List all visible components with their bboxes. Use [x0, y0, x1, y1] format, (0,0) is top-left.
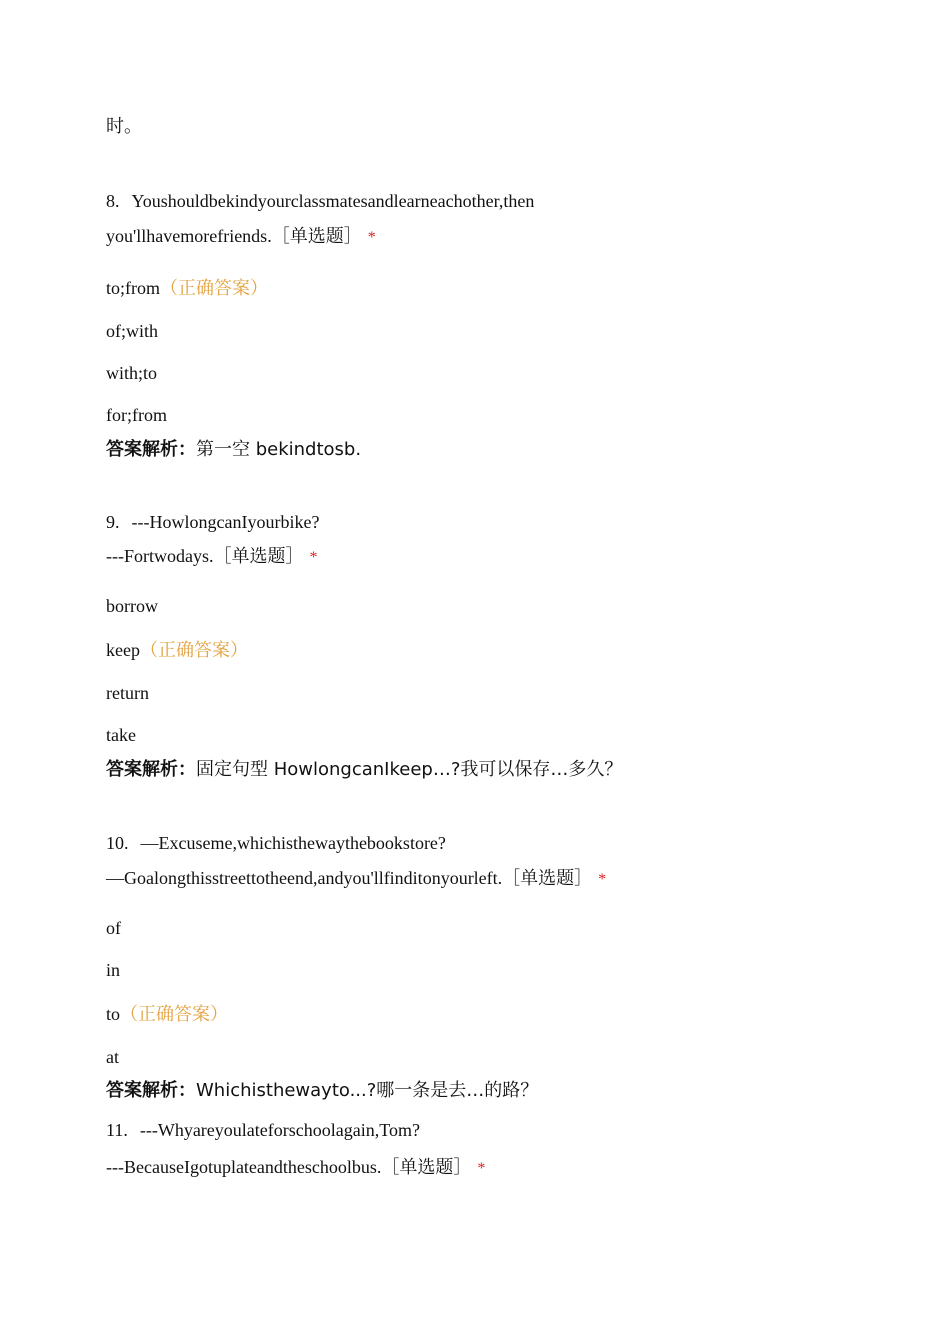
option-keep[interactable] — [106, 638, 248, 663]
question-8-number: 8. — [106, 191, 120, 211]
question-10-number: 10. — [106, 833, 129, 853]
option-of[interactable]: of — [106, 918, 121, 938]
option-in[interactable]: in — [106, 960, 121, 980]
question-8-explanation — [106, 437, 361, 462]
required-mark: * — [598, 871, 607, 888]
explanation-label: 答案解析： — [106, 1080, 196, 1101]
explanation-text: 第一空 bekindtosb. — [196, 439, 362, 460]
question-10-text-1: —Excuseme,whichisthewaythebookstore? — [140, 833, 446, 853]
question-9-stem-line-2 — [106, 544, 317, 570]
question-11-text-1: ---Whyareyoulateforschoolagain,Tom? — [139, 1120, 420, 1140]
explanation-label: 答案解析： — [106, 759, 196, 780]
question-10-stem-line-2 — [106, 866, 606, 892]
option-return[interactable]: return — [106, 683, 149, 703]
option-label: keep — [106, 640, 140, 660]
intro-tail: 时。 — [106, 116, 142, 137]
question-9-explanation — [106, 757, 622, 782]
required-mark: * — [309, 549, 318, 566]
option-label: to;from — [106, 278, 160, 298]
question-9-stem-line-1 — [106, 510, 319, 534]
correct-answer-mark: （正确答案） — [120, 1004, 229, 1025]
question-8-stem-line-2 — [106, 224, 376, 250]
option-of-with[interactable]: of;with — [106, 321, 158, 341]
question-8-text-2: you'llhavemorefriends. — [106, 226, 272, 246]
required-mark: * — [477, 1160, 486, 1177]
question-11-text-2: ---BecauseIgotuplateandtheschoolbus. — [106, 1157, 382, 1177]
question-11-stem-line-2 — [106, 1155, 485, 1181]
required-mark: * — [367, 229, 376, 246]
question-type-tag: ［单选题］ — [502, 868, 593, 889]
question-11-stem-line-1 — [106, 1118, 420, 1142]
explanation-text: 固定句型 HowlongcanIkeep…?我可以保存…多久？ — [196, 759, 623, 780]
correct-answer-mark: （正确答案） — [160, 278, 268, 299]
option-label: to — [106, 1004, 121, 1024]
question-9-text-2: ---Fortwodays. — [106, 546, 214, 566]
question-8-stem-line-1 — [106, 189, 534, 213]
option-for-from[interactable]: for;from — [106, 405, 167, 425]
explanation-label: 答案解析： — [106, 439, 196, 460]
question-9-text-1: ---HowlongcanIyourbike? — [131, 512, 320, 532]
question-type-tag: ［单选题］ — [271, 226, 362, 247]
option-to[interactable] — [106, 1002, 228, 1027]
question-9-number: 9. — [106, 512, 120, 532]
question-10-explanation — [106, 1078, 538, 1103]
question-8-text-1: Youshouldbekindyourclassmatesandlearneachother,then — [131, 191, 535, 211]
explanation-text: Whichisthewayto...?哪一条是去…的路？ — [196, 1080, 539, 1101]
option-at[interactable]: at — [106, 1047, 119, 1067]
option-borrow[interactable]: borrow — [106, 596, 158, 616]
option-to-from[interactable] — [106, 276, 268, 301]
option-with-to[interactable]: with;to — [106, 363, 158, 383]
question-type-tag: ［单选题］ — [213, 546, 304, 567]
question-11-number: 11. — [106, 1120, 128, 1140]
correct-answer-mark: （正确答案） — [139, 640, 248, 661]
question-10-stem-line-1 — [106, 831, 446, 855]
question-type-tag: ［单选题］ — [381, 1157, 472, 1178]
option-take[interactable]: take — [106, 725, 136, 745]
question-10-text-2: —Goalongthisstreettotheend,andyou'llfinditonyourleft. — [106, 868, 503, 888]
